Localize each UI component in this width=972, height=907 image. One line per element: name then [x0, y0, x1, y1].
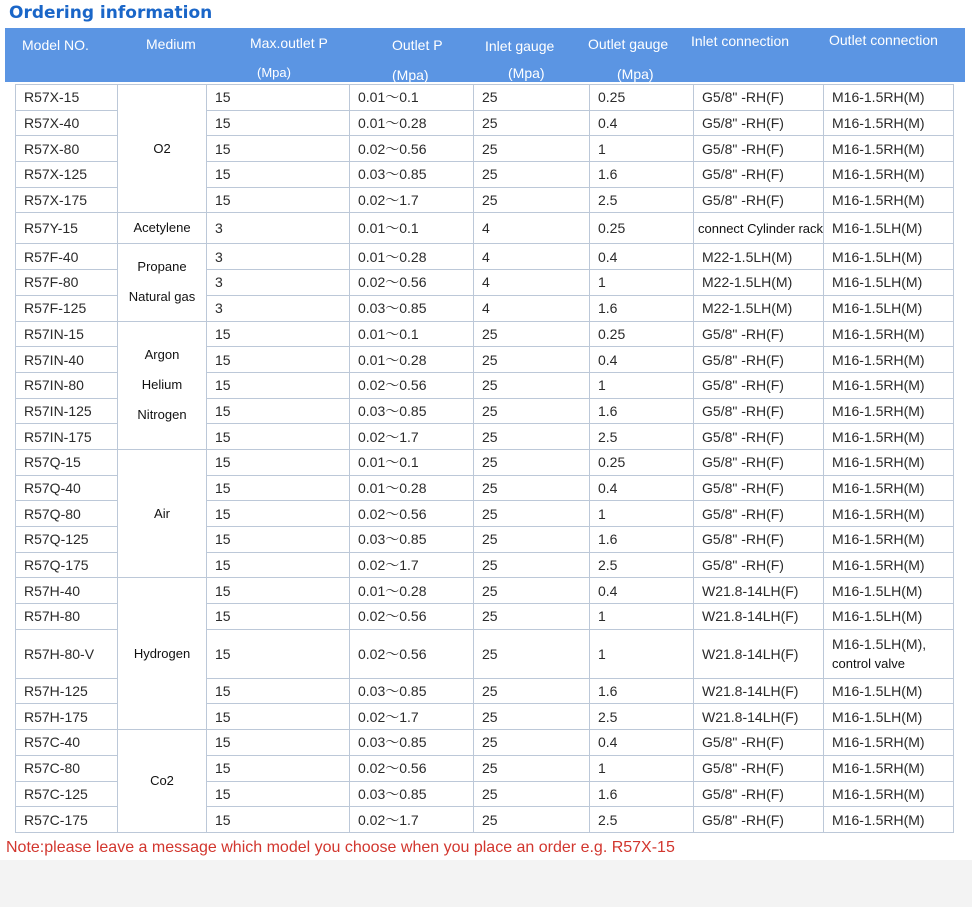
inlet-gauge-cell: 25 — [474, 372, 590, 398]
outlet-connection-cell: M16-1.5RH(M) — [824, 110, 954, 136]
outlet-pressure-cell: 0.02～0.56 — [350, 501, 474, 527]
outlet-gauge-cell: 0.4 — [590, 110, 694, 136]
outlet-connection-cell: M16-1.5RH(M) — [824, 449, 954, 475]
table-header — [5, 28, 965, 82]
header-model: Model NO. — [22, 37, 89, 53]
model-cell: R57H-175 — [16, 704, 118, 730]
outlet-gauge-cell: 1.6 — [590, 162, 694, 188]
inlet-connection-cell: M22-1.5LH(M) — [694, 270, 824, 296]
outlet-pressure-cell: 0.01～0.28 — [350, 578, 474, 604]
max-outlet-cell: 3 — [207, 295, 350, 321]
outlet-pressure-cell: 0.03～0.85 — [350, 730, 474, 756]
max-outlet-cell: 15 — [207, 347, 350, 373]
outlet-gauge-cell: 0.25 — [590, 321, 694, 347]
outlet-connection-cell: M16-1.5LH(M) — [824, 604, 954, 630]
max-outlet-cell: 15 — [207, 424, 350, 450]
inlet-connection-cell: G5/8" -RH(F) — [694, 501, 824, 527]
outlet-connection-cell: M16-1.5RH(M) — [824, 136, 954, 162]
inlet-connection-cell: G5/8" -RH(F) — [694, 162, 824, 188]
model-cell: R57C-175 — [16, 807, 118, 833]
model-cell: R57C-125 — [16, 781, 118, 807]
max-outlet-cell: 15 — [207, 604, 350, 630]
medium-label: Helium — [141, 377, 183, 393]
header-max-outlet-unit: (Mpa) — [257, 65, 291, 80]
inlet-gauge-cell: 4 — [474, 213, 590, 244]
outlet-pressure-cell: 0.02～0.56 — [350, 372, 474, 398]
model-cell: R57X-40 — [16, 110, 118, 136]
max-outlet-cell: 3 — [207, 244, 350, 270]
inlet-connection-cell: G5/8" -RH(F) — [694, 552, 824, 578]
outlet-pressure-cell: 0.03～0.85 — [350, 781, 474, 807]
model-cell: R57Q-80 — [16, 501, 118, 527]
outlet-pressure-cell: 0.03～0.85 — [350, 527, 474, 553]
inlet-connection-cell: W21.8-14LH(F) — [694, 678, 824, 704]
model-cell: R57Y-15 — [16, 213, 118, 244]
outlet-connection-cell: M16-1.5RH(M) — [824, 475, 954, 501]
header-inlet-gauge: Inlet gauge — [485, 38, 555, 54]
inlet-connection-cell: G5/8" -RH(F) — [694, 136, 824, 162]
outlet-gauge-cell: 0.4 — [590, 578, 694, 604]
outlet-connection-cell: M16-1.5LH(M) — [824, 270, 954, 296]
outlet-pressure-cell: 0.02～0.56 — [350, 604, 474, 630]
inlet-gauge-cell: 25 — [474, 398, 590, 424]
inlet-gauge-cell: 25 — [474, 552, 590, 578]
max-outlet-cell: 15 — [207, 398, 350, 424]
max-outlet-cell: 15 — [207, 552, 350, 578]
max-outlet-cell: 15 — [207, 629, 350, 678]
outlet-pressure-cell: 0.03～0.85 — [350, 295, 474, 321]
outlet-pressure-cell: 0.02～1.7 — [350, 552, 474, 578]
outlet-gauge-cell: 0.25 — [590, 449, 694, 475]
outlet-pressure-cell: 0.01～0.28 — [350, 475, 474, 501]
max-outlet-cell: 15 — [207, 372, 350, 398]
outlet-gauge-cell: 2.5 — [590, 807, 694, 833]
model-cell: R57IN-175 — [16, 424, 118, 450]
max-outlet-cell: 15 — [207, 704, 350, 730]
model-cell: R57IN-40 — [16, 347, 118, 373]
outlet-pressure-cell: 0.01～0.1 — [350, 85, 474, 111]
outlet-pressure-cell: 0.02～0.56 — [350, 755, 474, 781]
inlet-gauge-cell: 25 — [474, 501, 590, 527]
inlet-connection-cell: G5/8" -RH(F) — [694, 347, 824, 373]
max-outlet-cell: 15 — [207, 321, 350, 347]
model-cell: R57C-40 — [16, 730, 118, 756]
outlet-gauge-cell: 1 — [590, 136, 694, 162]
medium-label: Air — [154, 505, 170, 521]
model-cell: R57F-40 — [16, 244, 118, 270]
model-cell: R57H-40 — [16, 578, 118, 604]
outlet-connection-text: M16-1.5LH(M), — [832, 635, 927, 652]
max-outlet-cell: 15 — [207, 730, 350, 756]
outlet-pressure-cell: 0.01～0.1 — [350, 321, 474, 347]
outlet-connection-cell: M16-1.5RH(M) — [824, 372, 954, 398]
outlet-gauge-cell: 2.5 — [590, 187, 694, 213]
inlet-gauge-cell: 4 — [474, 295, 590, 321]
model-cell: R57X-80 — [16, 136, 118, 162]
outlet-gauge-cell: 1.6 — [590, 678, 694, 704]
header-outlet-connection: Outlet connection — [829, 32, 938, 48]
model-cell: R57X-15 — [16, 85, 118, 111]
outlet-connection-cell: M16-1.5RH(M) — [824, 187, 954, 213]
outlet-gauge-cell: 1 — [590, 372, 694, 398]
outlet-gauge-cell: 1.6 — [590, 527, 694, 553]
model-cell: R57Q-40 — [16, 475, 118, 501]
inlet-gauge-cell: 25 — [474, 85, 590, 111]
model-cell: R57IN-15 — [16, 321, 118, 347]
model-cell: R57F-80 — [16, 270, 118, 296]
header-medium: Medium — [146, 36, 196, 52]
medium-label: Acetylene — [133, 220, 191, 236]
inlet-connection-cell: M22-1.5LH(M) — [694, 295, 824, 321]
medium-label: Nitrogen — [137, 407, 187, 423]
ordering-table — [15, 84, 954, 833]
outlet-pressure-cell: 0.02～1.7 — [350, 807, 474, 833]
outlet-connection-cell: M16-1.5RH(M) — [824, 552, 954, 578]
max-outlet-cell: 3 — [207, 213, 350, 244]
max-outlet-cell: 15 — [207, 475, 350, 501]
outlet-connection-cell: M16-1.5LH(M) — [824, 295, 954, 321]
inlet-connection-cell: G5/8" -RH(F) — [694, 372, 824, 398]
outlet-pressure-cell: 0.01～0.28 — [350, 347, 474, 373]
max-outlet-cell: 15 — [207, 162, 350, 188]
inlet-connection-cell: G5/8" -RH(F) — [694, 398, 824, 424]
table-row — [16, 244, 954, 270]
outlet-pressure-cell: 0.02～0.56 — [350, 629, 474, 678]
outlet-pressure-cell: 0.01～0.1 — [350, 449, 474, 475]
model-cell: R57X-125 — [16, 162, 118, 188]
medium-label: Co2 — [150, 773, 174, 788]
header-inlet-gauge-unit: (Mpa) — [508, 65, 545, 81]
model-cell: R57Q-125 — [16, 527, 118, 553]
model-cell: R57F-125 — [16, 295, 118, 321]
max-outlet-cell: 15 — [207, 187, 350, 213]
outlet-connection-cell: M16-1.5RH(M) — [824, 730, 954, 756]
inlet-gauge-cell: 25 — [474, 755, 590, 781]
max-outlet-cell: 15 — [207, 501, 350, 527]
table-row — [16, 578, 954, 604]
outlet-connection-cell: M16-1.5LH(M) — [824, 213, 954, 244]
model-cell: R57Q-175 — [16, 552, 118, 578]
outlet-gauge-cell: 2.5 — [590, 424, 694, 450]
medium-label: Natural gas — [128, 289, 196, 305]
medium-label: Hydrogen — [133, 645, 191, 661]
header-outlet-p-unit: (Mpa) — [392, 67, 429, 83]
outlet-gauge-cell: 0.4 — [590, 347, 694, 373]
outlet-pressure-cell: 0.02～1.7 — [350, 704, 474, 730]
outlet-pressure-cell: 0.03～0.85 — [350, 678, 474, 704]
inlet-gauge-cell: 25 — [474, 187, 590, 213]
inlet-connection-cell: W21.8-14LH(F) — [694, 629, 824, 678]
inlet-gauge-cell: 25 — [474, 704, 590, 730]
order-note: Note:please leave a message which model you choose when you place an order e.g. R57X-15 — [6, 839, 675, 856]
medium-cell — [118, 85, 207, 213]
inlet-connection-cell: G5/8" -RH(F) — [694, 527, 824, 553]
header-outlet-gauge: Outlet gauge — [588, 36, 669, 52]
table-row — [16, 449, 954, 475]
outlet-pressure-cell: 0.03～0.85 — [350, 162, 474, 188]
inlet-gauge-cell: 25 — [474, 604, 590, 630]
outlet-connection-cell: M16-1.5LH(M) — [824, 578, 954, 604]
outlet-gauge-cell: 1 — [590, 755, 694, 781]
inlet-connection-cell: G5/8" -RH(F) — [694, 807, 824, 833]
outlet-connection-cell: M16-1.5RH(M) — [824, 398, 954, 424]
outlet-connection-cell: M16-1.5RH(M) — [824, 807, 954, 833]
medium-cell — [118, 730, 207, 833]
outlet-gauge-cell: 0.4 — [590, 475, 694, 501]
table-body — [16, 85, 954, 833]
max-outlet-cell: 15 — [207, 781, 350, 807]
page-title: Ordering information — [9, 3, 213, 23]
inlet-gauge-cell: 25 — [474, 136, 590, 162]
model-cell: R57H-80 — [16, 604, 118, 630]
inlet-connection-cell: G5/8" -RH(F) — [694, 187, 824, 213]
inlet-gauge-cell: 25 — [474, 449, 590, 475]
inlet-gauge-cell: 25 — [474, 347, 590, 373]
inlet-connection-cell: G5/8" -RH(F) — [694, 475, 824, 501]
medium-label: O2 — [153, 140, 171, 156]
table-row — [16, 213, 954, 244]
inlet-connection-cell: G5/8" -RH(F) — [694, 85, 824, 111]
outlet-pressure-cell: 0.01～0.28 — [350, 244, 474, 270]
model-cell: R57C-80 — [16, 755, 118, 781]
header-inlet-connection: Inlet connection — [691, 33, 790, 49]
inlet-connection-cell: G5/8" -RH(F) — [694, 424, 824, 450]
outlet-connection-cell: M16-1.5RH(M) — [824, 347, 954, 373]
outlet-connection-cell: M16-1.5RH(M) — [824, 527, 954, 553]
inlet-gauge-cell: 25 — [474, 578, 590, 604]
inlet-connection-cell: connect Cylinder rack — [694, 213, 824, 244]
outlet-pressure-cell: 0.03～0.85 — [350, 398, 474, 424]
outlet-connection-cell: M16-1.5RH(M) — [824, 424, 954, 450]
inlet-gauge-cell: 4 — [474, 270, 590, 296]
max-outlet-cell: 15 — [207, 678, 350, 704]
inlet-gauge-cell: 25 — [474, 807, 590, 833]
outlet-pressure-cell: 0.02～1.7 — [350, 187, 474, 213]
inlet-connection-cell: W21.8-14LH(F) — [694, 704, 824, 730]
medium-cell — [118, 321, 207, 449]
inlet-connection-cell: G5/8" -RH(F) — [694, 755, 824, 781]
table-row — [16, 85, 954, 111]
outlet-gauge-cell: 0.25 — [590, 213, 694, 244]
medium-cell — [118, 578, 207, 730]
max-outlet-cell: 15 — [207, 807, 350, 833]
outlet-connection-cell: M16-1.5RH(M) — [824, 755, 954, 781]
header-max-outlet: Max.outlet P — [250, 35, 328, 51]
outlet-connection-cell: M16-1.5RH(M) — [824, 781, 954, 807]
outlet-gauge-cell: 2.5 — [590, 552, 694, 578]
model-cell: R57Q-15 — [16, 449, 118, 475]
max-outlet-cell: 3 — [207, 270, 350, 296]
footer-band — [0, 860, 972, 907]
header-outlet-gauge-unit: (Mpa) — [617, 66, 654, 82]
outlet-pressure-cell: 0.02～0.56 — [350, 270, 474, 296]
outlet-connection-cell: M16-1.5RH(M) — [824, 85, 954, 111]
outlet-connection-cell: M16-1.5RH(M) — [824, 321, 954, 347]
inlet-gauge-cell: 25 — [474, 730, 590, 756]
inlet-gauge-cell: 25 — [474, 424, 590, 450]
max-outlet-cell: 15 — [207, 136, 350, 162]
outlet-gauge-cell: 0.4 — [590, 244, 694, 270]
outlet-connection-cell — [824, 629, 954, 678]
inlet-gauge-cell: 25 — [474, 781, 590, 807]
outlet-pressure-cell: 0.01～0.28 — [350, 110, 474, 136]
inlet-gauge-cell: 25 — [474, 110, 590, 136]
inlet-gauge-cell: 25 — [474, 629, 590, 678]
inlet-gauge-cell: 25 — [474, 527, 590, 553]
inlet-gauge-cell: 4 — [474, 244, 590, 270]
table-row — [16, 321, 954, 347]
inlet-connection-cell: W21.8-14LH(F) — [694, 578, 824, 604]
outlet-pressure-cell: 0.02～0.56 — [350, 136, 474, 162]
inlet-connection-cell: G5/8" -RH(F) — [694, 730, 824, 756]
inlet-connection-cell: G5/8" -RH(F) — [694, 449, 824, 475]
outlet-gauge-cell: 2.5 — [590, 704, 694, 730]
outlet-connection-cell: M16-1.5LH(M) — [824, 244, 954, 270]
outlet-connection-cell: M16-1.5RH(M) — [824, 162, 954, 188]
max-outlet-cell: 15 — [207, 85, 350, 111]
outlet-gauge-cell: 1 — [590, 629, 694, 678]
outlet-gauge-cell: 1 — [590, 270, 694, 296]
outlet-gauge-cell: 0.25 — [590, 85, 694, 111]
outlet-gauge-cell: 0.4 — [590, 730, 694, 756]
max-outlet-cell: 15 — [207, 578, 350, 604]
outlet-gauge-cell: 1 — [590, 604, 694, 630]
medium-cell — [118, 213, 207, 244]
table-row — [16, 730, 954, 756]
header-outlet-p: Outlet P — [392, 37, 443, 53]
outlet-gauge-cell: 1.6 — [590, 295, 694, 321]
outlet-pressure-cell: 0.01～0.1 — [350, 213, 474, 244]
inlet-gauge-cell: 25 — [474, 678, 590, 704]
inlet-gauge-cell: 25 — [474, 321, 590, 347]
medium-cell — [118, 244, 207, 321]
outlet-gauge-cell: 1 — [590, 501, 694, 527]
inlet-connection-cell: M22-1.5LH(M) — [694, 244, 824, 270]
inlet-connection-cell: G5/8" -RH(F) — [694, 321, 824, 347]
inlet-gauge-cell: 25 — [474, 475, 590, 501]
outlet-gauge-cell: 1.6 — [590, 398, 694, 424]
model-cell: R57H-80-V — [16, 629, 118, 678]
max-outlet-cell: 15 — [207, 110, 350, 136]
inlet-gauge-cell: 25 — [474, 162, 590, 188]
max-outlet-cell: 15 — [207, 449, 350, 475]
medium-label: Argon — [144, 347, 180, 363]
outlet-connection-cell: M16-1.5RH(M) — [824, 501, 954, 527]
inlet-connection-cell: G5/8" -RH(F) — [694, 781, 824, 807]
outlet-connection-note: control valve — [832, 655, 905, 671]
outlet-pressure-cell: 0.02～1.7 — [350, 424, 474, 450]
max-outlet-cell: 15 — [207, 527, 350, 553]
model-cell: R57X-175 — [16, 187, 118, 213]
outlet-gauge-cell: 1.6 — [590, 781, 694, 807]
model-cell: R57H-125 — [16, 678, 118, 704]
outlet-connection-cell: M16-1.5LH(M) — [824, 678, 954, 704]
inlet-connection-cell: G5/8" -RH(F) — [694, 110, 824, 136]
model-cell: R57IN-125 — [16, 398, 118, 424]
max-outlet-cell: 15 — [207, 755, 350, 781]
model-cell: R57IN-80 — [16, 372, 118, 398]
outlet-connection-cell: M16-1.5LH(M) — [824, 704, 954, 730]
inlet-connection-cell: W21.8-14LH(F) — [694, 604, 824, 630]
medium-cell — [118, 449, 207, 577]
medium-label: Propane — [137, 259, 187, 275]
